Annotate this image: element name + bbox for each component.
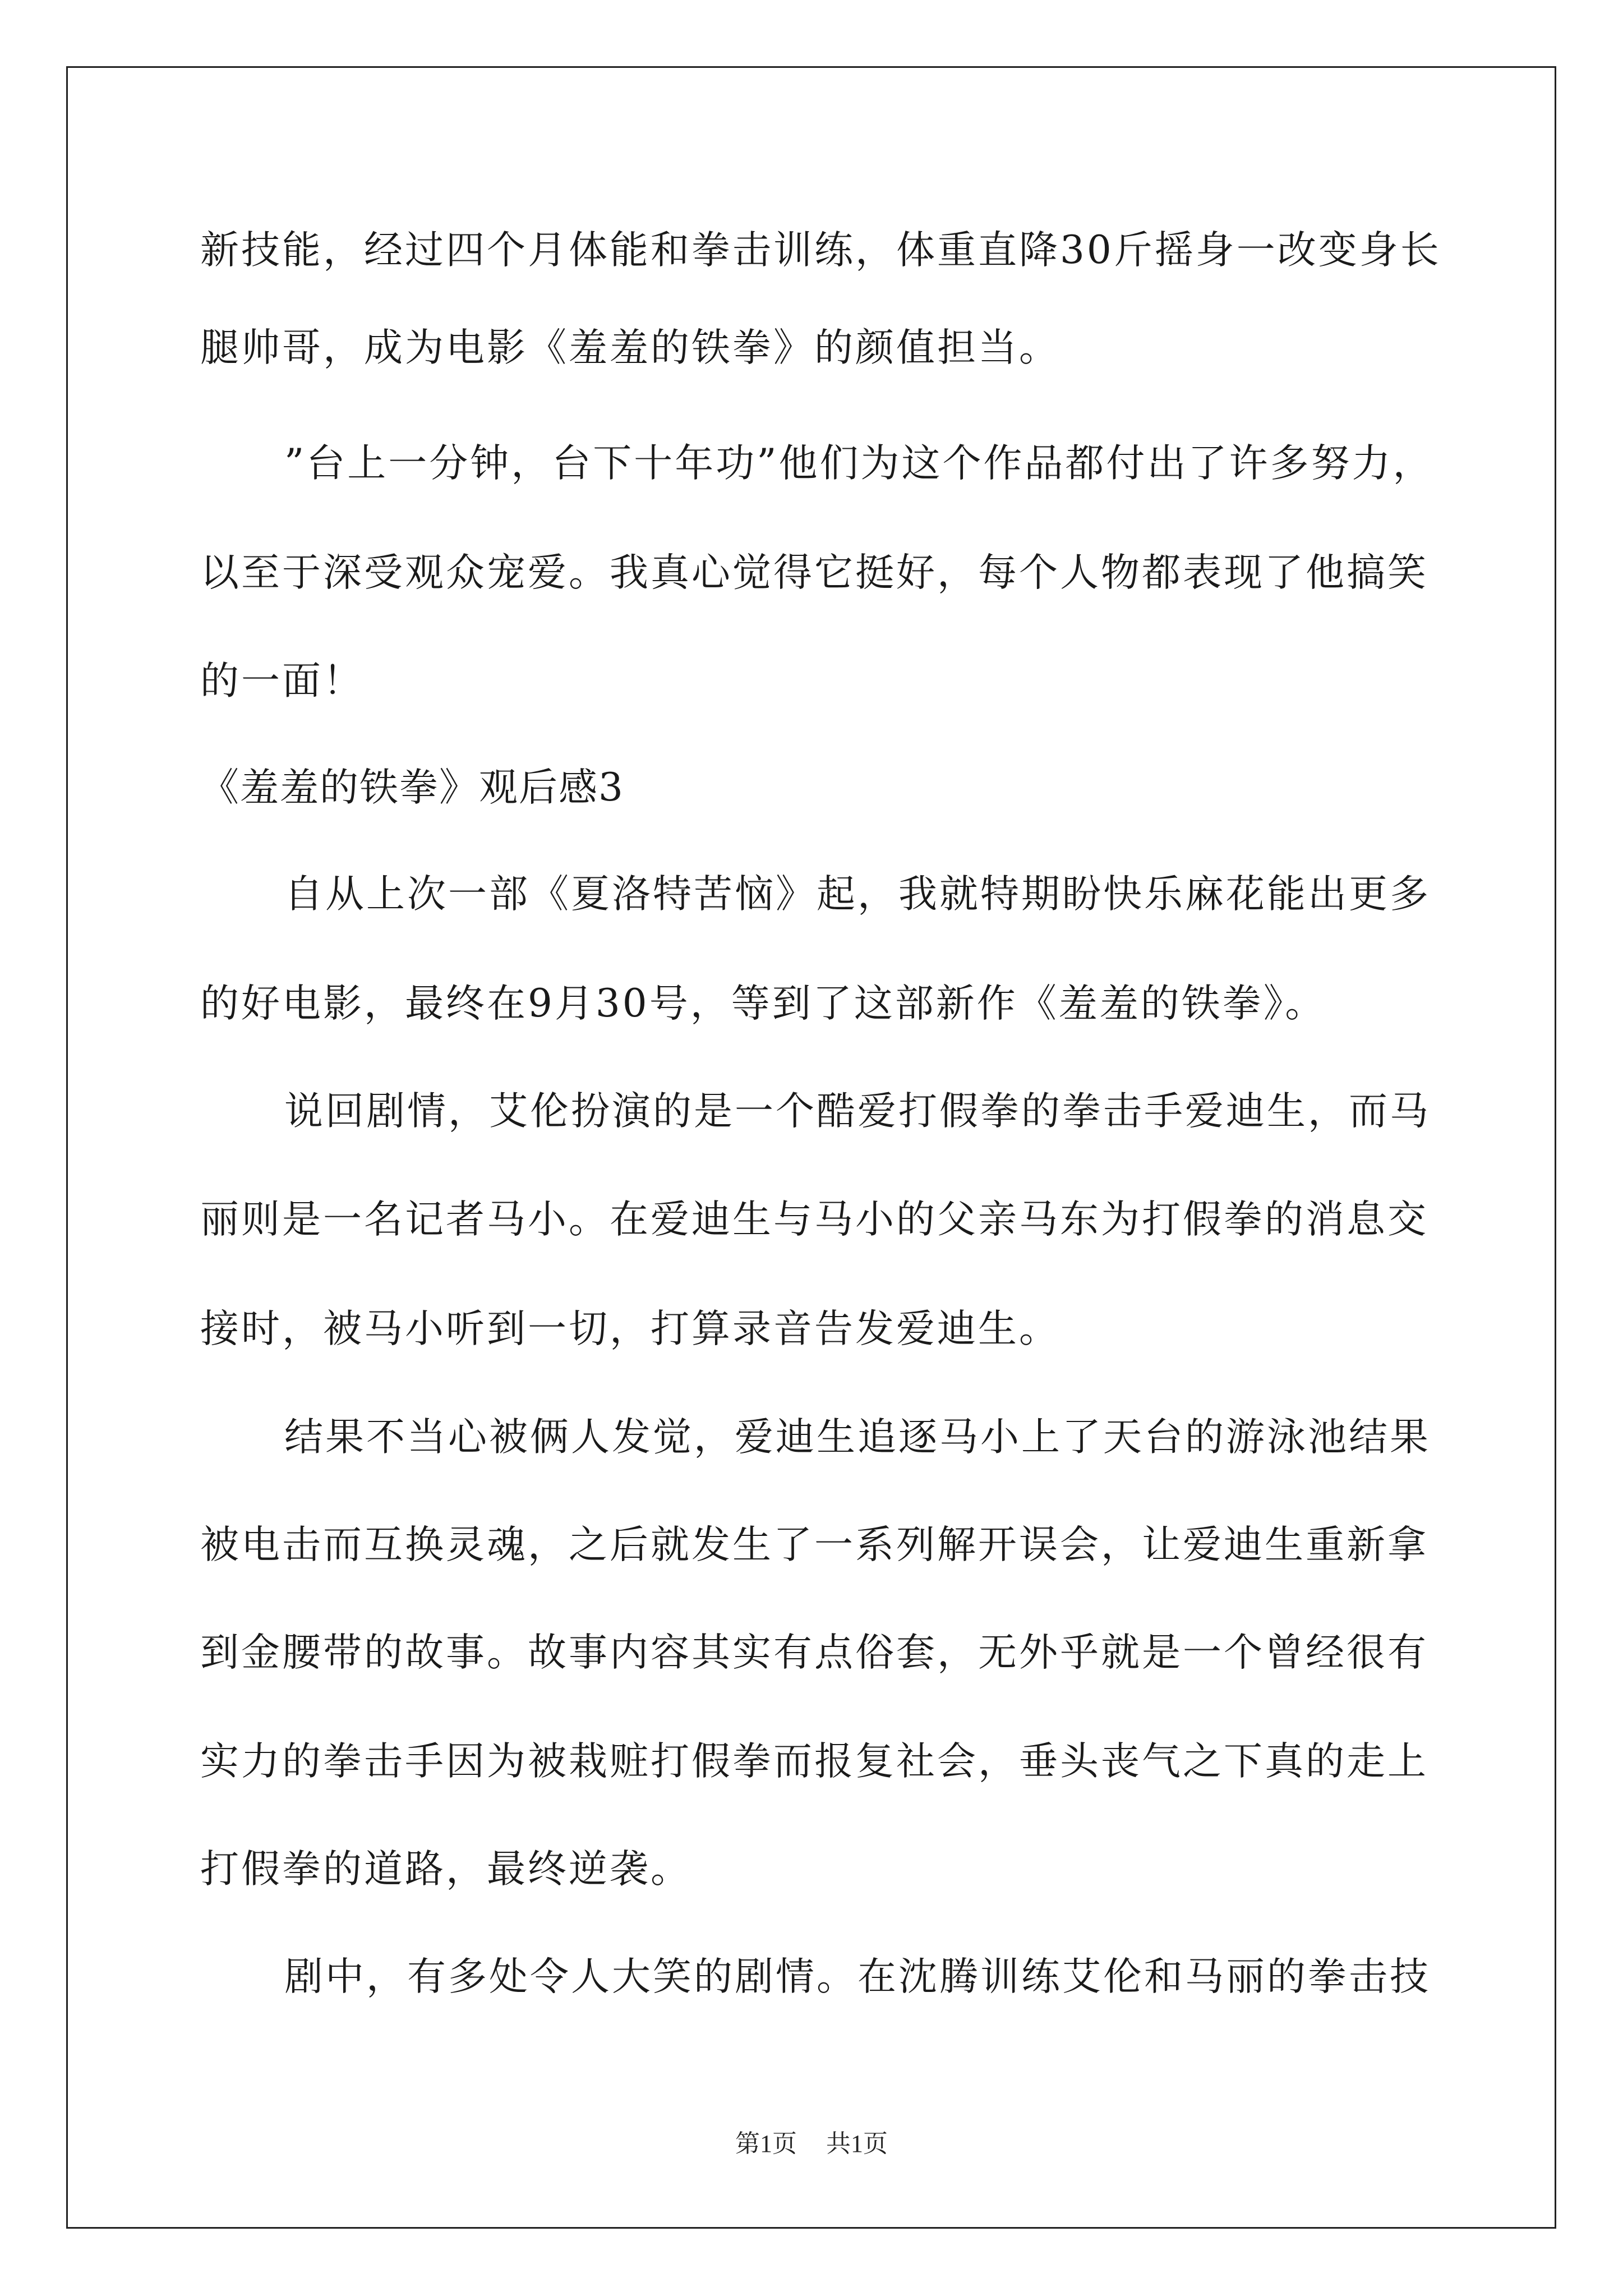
text-line: 剧中，有多处令人大笑的剧情。在沈腾训练艾伦和马丽的拳击技 bbox=[284, 1954, 1431, 1999]
text-line: 腿帅哥，成为电影《羞羞的铁拳》的颜值担当。 bbox=[200, 325, 1060, 370]
section-heading: 《羞羞的铁拳》观后感3 bbox=[200, 765, 624, 810]
page-number: 第1页 bbox=[735, 2130, 797, 2157]
text-line: 新技能，经过四个月体能和拳击训练，体重直降30斤摇身一改变身长 bbox=[200, 228, 1441, 273]
text-line: 结果不当心被俩人发觉，爱迪生追逐马小上了天台的游泳池结果 bbox=[284, 1415, 1431, 1460]
text-line: 接时，被马小听到一切，打算录音告发爱迪生。 bbox=[200, 1306, 1060, 1351]
text-line: 到金腰带的故事。故事内容其实有点俗套，无外乎就是一个曾经很有 bbox=[200, 1630, 1428, 1675]
text-line: 的一面！ bbox=[200, 659, 364, 703]
text-line: 打假拳的道路，最终逆袭。 bbox=[200, 1847, 691, 1892]
page-footer bbox=[0, 2132, 1623, 2156]
page-total: 共1页 bbox=[826, 2130, 888, 2157]
text-line: 自从上次一部《夏洛特苦恼》起，我就特期盼快乐麻花能出更多 bbox=[284, 872, 1431, 917]
text-line: 以至于深受观众宠爱。我真心觉得它挺好，每个人物都表现了他搞笑 bbox=[200, 550, 1428, 595]
text-line: 丽则是一名记者马小。在爱迪生与马小的父亲马东为打假拳的消息交 bbox=[200, 1197, 1428, 1242]
text-line: 实力的拳击手因为被栽赃打假拳而报复社会，垂头丧气之下真的走上 bbox=[200, 1739, 1428, 1784]
text-line: 说回剧情，艾伦扮演的是一个酷爱打假拳的拳击手爱迪生，而马 bbox=[284, 1089, 1431, 1134]
text-line: ”台上一分钟，台下十年功”他们为这个作品都付出了许多努力， bbox=[284, 441, 1434, 486]
text-line: 的好电影，最终在9月30号，等到了这部新作《羞羞的铁拳》。 bbox=[200, 981, 1326, 1026]
page-border bbox=[66, 66, 1556, 2229]
text-line: 被电击而互换灵魂，之后就发生了一系列解开误会，让爱迪生重新拿 bbox=[200, 1522, 1428, 1567]
